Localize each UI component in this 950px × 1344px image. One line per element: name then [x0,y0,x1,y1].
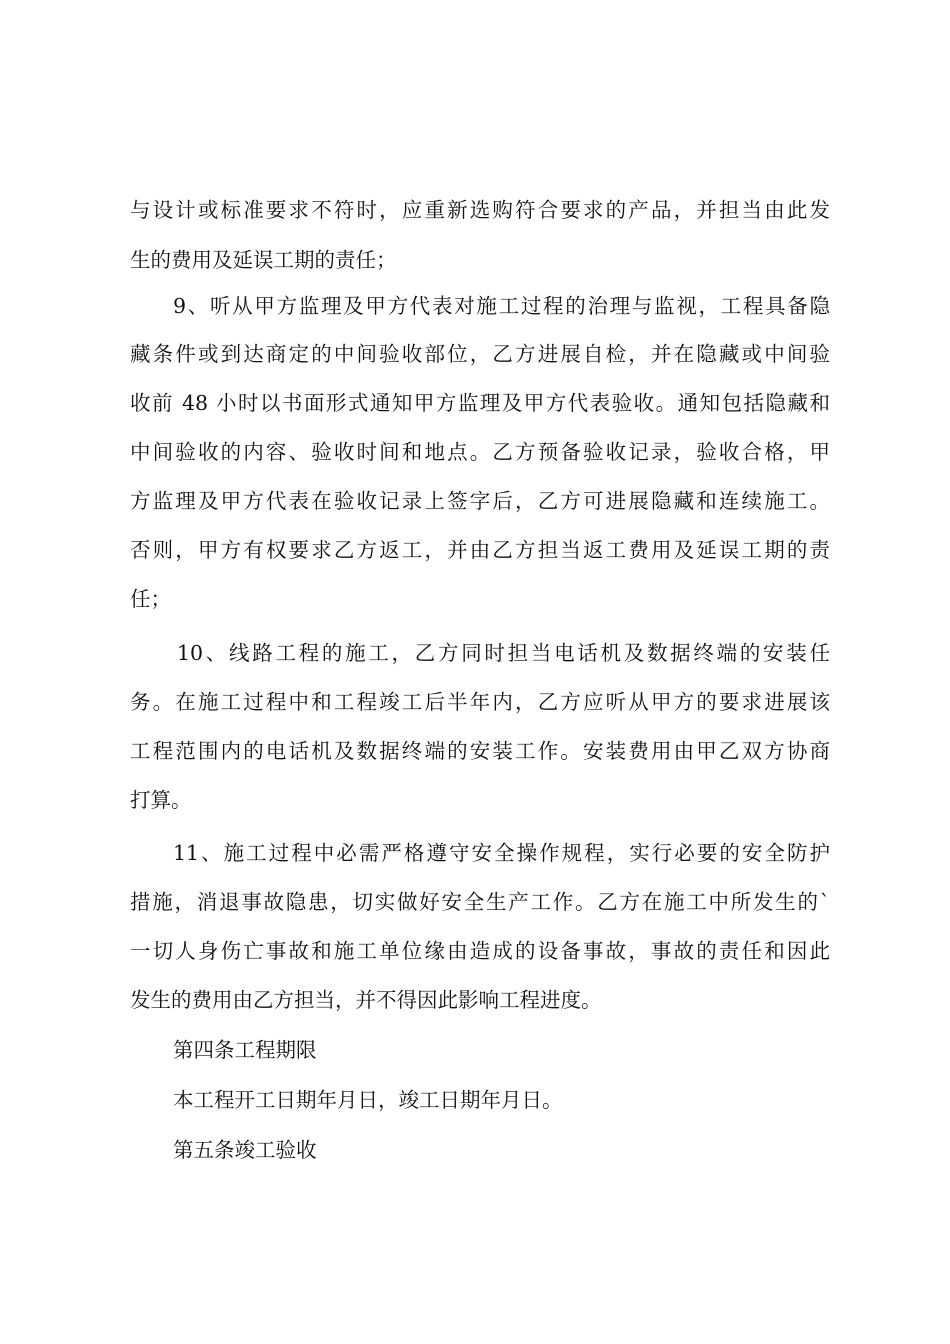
text-line: 务。在施工过程中和工程竣工后半年内，乙方应听从甲方的要求进展该 [130,690,830,714]
text-line: 中间验收的内容、验收时间和地点。乙方预备验收记录，验收合格，甲 [130,440,830,464]
text-line: 11、施工过程中必需严格遵守安全操作规程，实行必要的安全防护 [173,841,830,865]
text-line: 工程范围内的电话机及数据终端的安装工作。安装费用由甲乙双方协商 [130,739,830,763]
text-line: 打算。 [130,788,192,812]
text-line: 本工程开工日期年月日，竣工日期年月日。 [173,1088,563,1112]
text-line: 否则，甲方有权要求乙方返工，并由乙方担当返工费用及延误工期的责 [130,538,830,562]
text-line: 与设计或标准要求不符时，应重新选购符合要求的产品，并担当由此发 [130,198,830,222]
section-heading: 第五条竣工验收 [173,1138,317,1162]
text-line: 一切人身伤亡事故和施工单位缘由造成的设备事故，事故的责任和因此 [130,939,830,963]
text-line: 收前 48 小时以书面形式通知甲方监理及甲方代表验收。通知包括隐藏和 [130,391,830,415]
text-line: 方监理及甲方代表在验收记录上签字后，乙方可进展隐藏和连续施工。 [130,489,830,513]
text-line: 9、听从甲方监理及甲方代表对施工过程的治理与监视，工程具备隐 [173,294,830,318]
text-line: 藏条件或到达商定的中间验收部位，乙方进展自检，并在隐藏或中间验 [130,342,830,366]
text-line: 任； [130,587,171,611]
text-line: 10、线路工程的施工，乙方同时担当电话机及数据终端的安装任 [177,641,830,665]
text-line: 发生的费用由乙方担当，并不得因此影响工程进度。 [130,988,602,1012]
section-heading: 第四条工程期限 [173,1038,317,1062]
text-line: 生的费用及延误工期的责任； [130,248,397,272]
text-line: 措施，消退事故隐患，切实做好安全生产工作。乙方在施工中所发生的` [130,890,830,914]
